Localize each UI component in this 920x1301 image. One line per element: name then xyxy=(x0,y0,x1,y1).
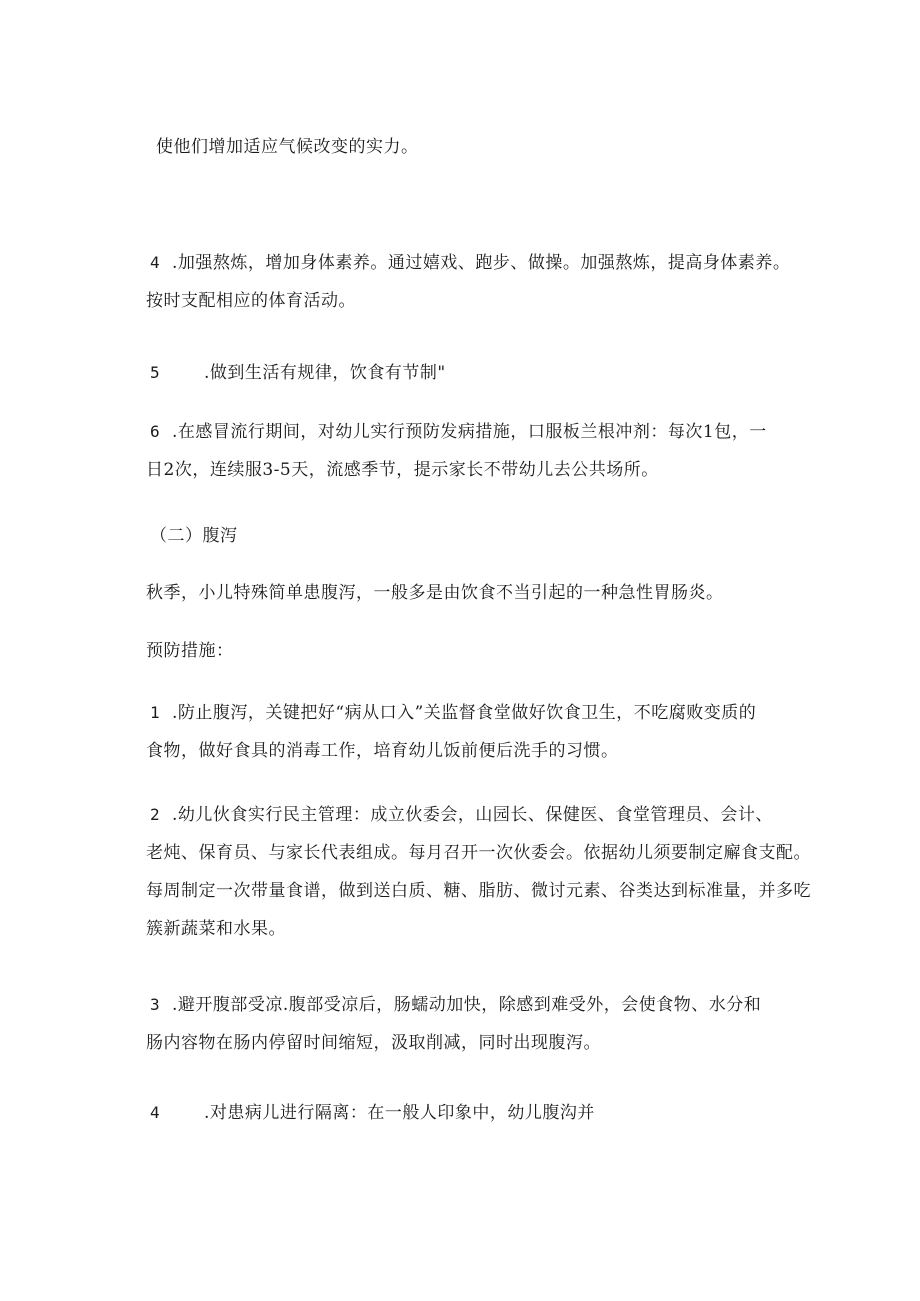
list-separator: . xyxy=(172,703,178,723)
paragraph-prevention-label xyxy=(146,632,826,670)
list-number: 3 xyxy=(150,995,161,1014)
list-number: 4 xyxy=(150,1103,161,1122)
paragraph-autumn-diarrhea xyxy=(146,574,826,612)
text-line: 秋季，小儿特殊简单患腹泻，一般多是由饮食不当引起的一种急性胃肠炎。 xyxy=(146,583,724,603)
list-number: 6 xyxy=(150,422,161,441)
list-separator: . xyxy=(172,253,178,273)
list-item-6-flu-prevention xyxy=(146,413,826,489)
heading-text: （二）腹泻 xyxy=(150,526,238,546)
list-text: 防止腹泻，关键把好“病从口入”关监督食堂做好饮食卫生，不吃腐败变质的 xyxy=(177,703,757,723)
list-item-3-avoid-cold xyxy=(146,986,826,1062)
paragraph-climate xyxy=(156,128,836,166)
text-line: 使他们增加适应气候改变的实力。 xyxy=(156,137,419,157)
list-text: 做到生活有规律，饮食有节制" xyxy=(209,363,446,383)
list-number: 1 xyxy=(150,703,161,722)
list-separator: . xyxy=(172,805,178,825)
list-item-1-hygiene xyxy=(146,694,826,770)
list-number: 4 xyxy=(150,253,161,272)
list-item-2-meal-management xyxy=(146,796,826,948)
text-line xyxy=(146,986,826,1024)
text-line xyxy=(146,354,826,392)
list-text: 幼儿伙食实行民主管理：成立伙委会，山园长、保健医、食堂管理员、会计、 xyxy=(177,805,773,825)
text-line xyxy=(146,1094,826,1132)
list-separator: . xyxy=(172,422,178,442)
list-separator: . xyxy=(204,1103,210,1123)
list-separator: . xyxy=(204,363,210,383)
list-text: 对患病儿进行隔离：在一般人印象中，幼儿腹沟并 xyxy=(209,1103,595,1123)
list-text: 加强熬炼，增加身体素养。通过嬉戏、跑步、做操。加强熬炼，提高身体素养。 xyxy=(177,253,791,273)
text-line: 按时支配相应的体育活动。 xyxy=(146,291,356,311)
text-line: 预防措施： xyxy=(146,641,234,661)
text-line: 日2次，连续服3-5天，流感季节，提示家长不带幼儿去公共场所。 xyxy=(146,460,659,480)
text-line: 肠内容物在肠内停留时间缩短，汲取削减，同时出现腹泻。 xyxy=(146,1033,601,1053)
text-line xyxy=(146,244,826,282)
list-item-5-regular-life xyxy=(146,354,826,392)
list-number: 2 xyxy=(150,805,161,824)
list-separator: . xyxy=(172,995,178,1015)
text-line: 簇新蔬菜和水果。 xyxy=(146,919,286,939)
list-text: 避开腹部受凉.腹部受凉后，肠蠕动加快，除感到难受外，会使食物、水分和 xyxy=(177,995,762,1015)
text-line: 老炖、保育员、与家长代表组成。每月召开一次伙委会。依据幼儿须要制定廨食支配。 xyxy=(146,843,811,863)
text-line xyxy=(146,694,826,732)
text-line xyxy=(146,796,826,834)
list-item-4-exercise xyxy=(146,244,826,320)
text-line: 食物，做好食具的消毒工作，培育幼儿饭前便后洗手的习惯。 xyxy=(146,741,619,761)
text-line xyxy=(146,413,826,451)
list-item-4-isolation xyxy=(146,1094,826,1132)
list-number: 5 xyxy=(150,363,161,382)
text-line: 每周制定一次带量食谱，做到送白质、糖、脂肪、微讨元素、谷类达到标准量，并多吃 xyxy=(146,881,811,901)
list-text: 在感冒流行期间，对幼儿实行预防发病措施，口服板兰根冲剂：每次1包，一 xyxy=(177,422,767,442)
section-heading-diarrhea xyxy=(150,517,830,555)
